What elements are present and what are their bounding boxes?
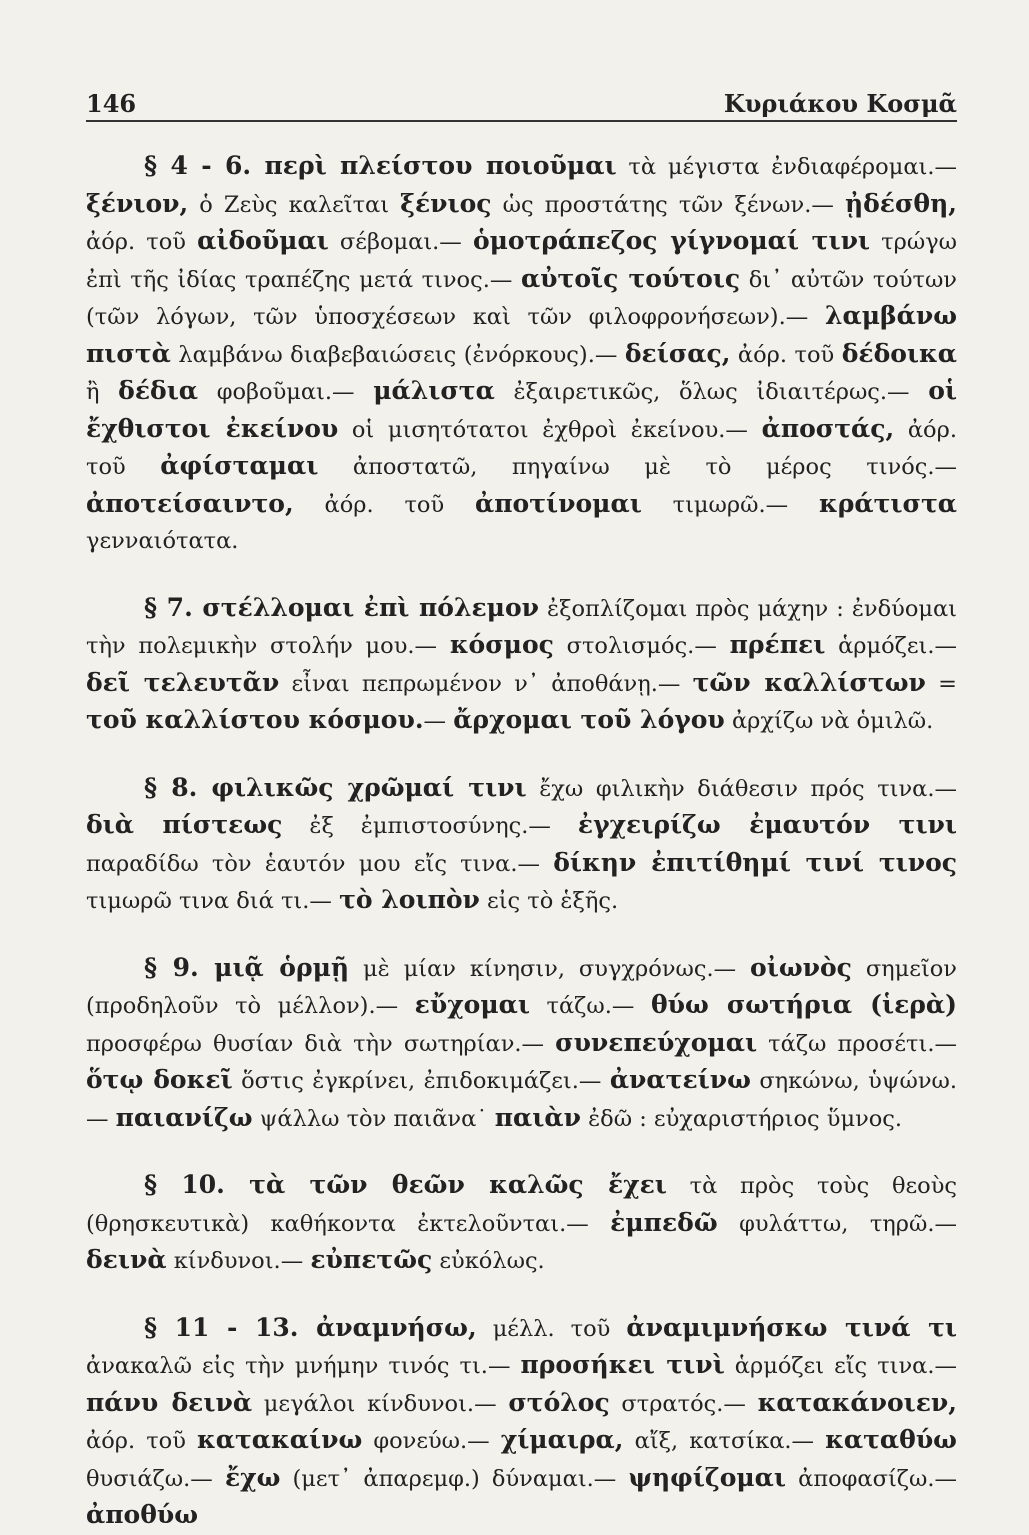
paragraph-8	[86, 770, 957, 920]
lemma-term: ἀποτίνομαι	[475, 488, 642, 518]
gloss-text: ἐξαιρετικῶς, ὅλως ἰδιαιτέρως.—	[494, 379, 929, 405]
gloss-text: (μετ᾽ ἀπαρεμφ.) δύναμαι.—	[280, 1465, 629, 1492]
gloss-text: ψάλλω τὸν παιᾶνα˙	[252, 1105, 495, 1132]
lemma-term: διὰ πίστεως	[86, 810, 283, 839]
gloss-text: ἀρχίζω νὰ ὁμιλῶ.	[724, 708, 934, 734]
lemma-term: ἐγχειρίζω ἐμαυτόν τινι	[577, 810, 957, 839]
gloss-text: ἀποστατῶ, πηγαίνω μὲ τὸ μέρος τινός.—	[318, 454, 957, 480]
gloss-text: ἁρμόζει.—	[825, 633, 957, 659]
gloss-text: τιμωρῶ τινα διά τι.—	[86, 888, 340, 914]
lemma-term: πάνυ δεινὰ	[86, 1387, 253, 1417]
gloss-text: ἐξοπλίζομαι πρὸς μάχην : ἐνδύομαι τὴν πολεμικὴν στολήν μου.—	[86, 595, 957, 659]
lemma-term: αὐτοῖς τούτοις	[520, 263, 741, 293]
lemma-term: ψηφίζομαι	[628, 1462, 786, 1492]
lemma-term: κράτιστα	[818, 488, 957, 518]
gloss-text: ἀόρ. τοῦ	[293, 491, 476, 518]
gloss-text: τὰ μέγιστα ἐνδιαφέρομαι.—	[616, 154, 957, 180]
lemma-term: § 7. στέλλομαι ἐπὶ πόλεμον	[144, 592, 539, 622]
gloss-text: κίνδυνοι.—	[166, 1248, 311, 1274]
lemma-term: § 11 - 13. ἀναμνήσω,	[144, 1312, 477, 1342]
lemma-term: παιὰν	[494, 1102, 581, 1132]
lemma-term: ἀφίσταμαι	[160, 451, 319, 480]
gloss-text: ἀποφασίζω.—	[786, 1465, 957, 1492]
gloss-text: ἀόρ. τοῦ	[86, 416, 957, 480]
lemma-term: ἀνατείνω	[609, 1065, 751, 1094]
lemma-term: ἀναμιμνήσκω τινά τι	[626, 1312, 957, 1342]
gloss-text: ἢ	[86, 379, 119, 405]
gloss-text: σημεῖον (προδηλοῦν τὸ μέλλον).—	[86, 955, 957, 1019]
page-header	[86, 84, 957, 122]
lemma-term: συνεπεύχομαι	[555, 1027, 758, 1057]
lemma-term: χίμαιρα,	[500, 1425, 624, 1454]
gloss-text: εἰς τὸ ἑξῆς.	[479, 888, 619, 914]
gloss-text: τάζω προσέτι.—	[757, 1030, 957, 1057]
lemma-term: ᾐδέσθη,	[844, 188, 957, 218]
gloss-text: τιμωρῶ.—	[641, 491, 819, 518]
lemma-term: § 10. τὰ τῶν θεῶν καλῶς ἔχει	[144, 1170, 667, 1199]
lemma-term: ὁμοτράπεζος γίγνομαί τινι	[472, 226, 871, 255]
gloss-text: οἱ μισητότατοι ἐχθροὶ ἐκείνου.—	[338, 416, 762, 443]
lemma-term: εὐπετῶς	[310, 1245, 433, 1274]
lemma-term: δείσας,	[624, 338, 731, 368]
gloss-text: ὁ Ζεὺς καλεῖται	[188, 191, 401, 218]
lemma-term: δίκην ἐπιτίθημί τινί τινος	[553, 847, 957, 877]
gloss-text: ἀόρ. τοῦ	[730, 341, 842, 368]
lemma-term: ἀποθύω	[86, 1500, 199, 1529]
lemma-term: τοῦ καλλίστου κόσμου.	[86, 705, 424, 734]
gloss-text: ἐδῶ : εὐχαριστήριος ὕμνος.	[580, 1105, 903, 1132]
gloss-text: μὲ μίαν κίνησιν, συγχρόνως.—	[349, 955, 751, 982]
gloss-text: ἀόρ. τοῦ	[86, 1428, 197, 1454]
gloss-text: τὰ πρὸς τοὺς θεοὺς (θρησκευτικὰ) καθήκοντα ἐκτελοῦνται.—	[86, 1173, 957, 1237]
gloss-text: ὡς προστάτης τῶν ξένων.—	[491, 191, 845, 218]
paragraph-4-6	[86, 148, 957, 560]
paragraph-11-13	[86, 1310, 957, 1535]
paragraph-9	[86, 950, 957, 1138]
gloss-text: —	[423, 708, 454, 734]
gloss-text: στολισμός.—	[553, 633, 730, 659]
paragraph-10	[86, 1167, 957, 1280]
gloss-text: σηκώνω, ὑψώνω.—	[86, 1068, 957, 1132]
lemma-term: ἀποτείσαιντο,	[86, 488, 294, 518]
lemma-term: παιανίζω	[115, 1102, 253, 1132]
lemma-term: προσήκει τινὶ	[520, 1350, 725, 1379]
lemma-term: κόσμος	[449, 630, 554, 659]
page-number: 146	[86, 89, 137, 118]
paragraph-7	[86, 590, 957, 740]
lemma-term: στόλος	[508, 1387, 610, 1417]
lemma-term: δεινὰ	[86, 1245, 167, 1274]
lemma-term: οἱ ἔχθιστοι ἐκείνου	[86, 376, 957, 443]
gloss-text: γενναιότατα.	[86, 528, 239, 554]
gloss-text: θυσιάζω.—	[86, 1465, 225, 1492]
gloss-text: =	[925, 670, 957, 697]
gloss-text: ἁρμόζει εἴς τινα.—	[724, 1353, 958, 1379]
gloss-text: αἴξ, κατσίκα.—	[623, 1428, 826, 1454]
gloss-text: δι᾽ αὐτῶν τούτων (τῶν λόγων, τῶν ὑποσχέσεων καὶ τῶν φιλοφρονήσεων).—	[86, 266, 957, 330]
gloss-text: ἀόρ. τοῦ	[86, 229, 198, 255]
lemma-term: § 4 - 6. περὶ πλείστου ποιοῦμαι	[144, 151, 617, 180]
lemma-term: δεῖ τελευτᾶν	[86, 667, 280, 697]
lemma-term: ὅτῳ δοκεῖ	[86, 1065, 233, 1094]
gloss-text: προσφέρω θυσίαν διὰ τὴν σωτηρίαν.—	[86, 1030, 556, 1057]
lemma-term: κατακαίνω	[196, 1425, 363, 1454]
gloss-text: φονεύω.—	[362, 1428, 501, 1454]
gloss-text: ἀνακαλῶ εἰς τὴν μνήμην τινός τι.—	[86, 1353, 521, 1379]
gloss-text: εὐκόλως.	[432, 1248, 545, 1274]
gloss-text: μεγάλοι κίνδυνοι.—	[252, 1390, 509, 1417]
running-title: Κυριάκου Κοσμᾶ	[723, 89, 957, 118]
lemma-term: καταθύω	[825, 1425, 957, 1454]
lemma-term: § 9. μιᾷ ὁρμῇ	[144, 952, 350, 982]
lemma-term: ξένιος	[400, 188, 492, 218]
lemma-term: αἰδοῦμαι	[197, 226, 329, 255]
lemma-term: οἰωνὸς	[750, 952, 852, 982]
lemma-term: ξένιον,	[86, 188, 189, 218]
lemma-term: κατακάνοιεν,	[757, 1387, 957, 1417]
lemma-term: τῶν καλλίστων	[692, 667, 926, 697]
gloss-text: σέβομαι.—	[328, 229, 473, 255]
lemma-term: λαμβάνω πιστὰ	[86, 301, 957, 368]
lemma-term: τὸ λοιπὸν	[339, 885, 480, 914]
commentary-body	[86, 148, 957, 1535]
lemma-term: μάλιστα	[373, 376, 495, 405]
gloss-text: τάζω.—	[529, 993, 651, 1019]
lemma-term: δέδια	[118, 376, 199, 405]
lemma-term: ἄρχομαι τοῦ λόγου	[453, 705, 725, 734]
gloss-text: παραδίδω τὸν ἑαυτόν μου εἴς τινα.—	[86, 850, 554, 877]
lemma-term: ἔχω	[224, 1462, 281, 1492]
lemma-term: εὔχομαι	[414, 990, 530, 1019]
gloss-text: φοβοῦμαι.—	[198, 379, 374, 405]
gloss-text: εἶναι πεπρωμένον ν᾽ ἀποθάνῃ.—	[279, 670, 693, 697]
gloss-text: φυλάττω, τηρῶ.—	[717, 1210, 957, 1237]
lemma-term: πρέπει	[729, 630, 826, 659]
lemma-term: ἐμπεδῶ	[610, 1207, 718, 1237]
gloss-text: στρατός.—	[609, 1390, 758, 1417]
lemma-term: § 8. φιλικῶς χρῶμαί τινι	[144, 772, 527, 802]
lemma-term: ἀποστάς,	[761, 413, 895, 443]
gloss-text: ἔχω φιλικὴν διάθεσιν πρός τινα.—	[526, 775, 957, 802]
gloss-text: τρώγω ἐπὶ τῆς ἰδίας τραπέζης μετά τινος.—	[86, 229, 958, 293]
lemma-term: δέδοικα	[841, 338, 957, 368]
gloss-text: ὅστις ἐγκρίνει, ἐπιδοκιμάζει.—	[232, 1068, 610, 1094]
gloss-text: μέλλ. τοῦ	[476, 1315, 627, 1342]
gloss-text: λαμβάνω διαβεβαιώσεις (ἐνόρκους).—	[170, 341, 625, 368]
gloss-text: ἐξ ἐμπιστοσύνης.—	[282, 813, 578, 839]
lemma-term: θύω σωτήρια (ἱερὰ)	[650, 990, 958, 1019]
